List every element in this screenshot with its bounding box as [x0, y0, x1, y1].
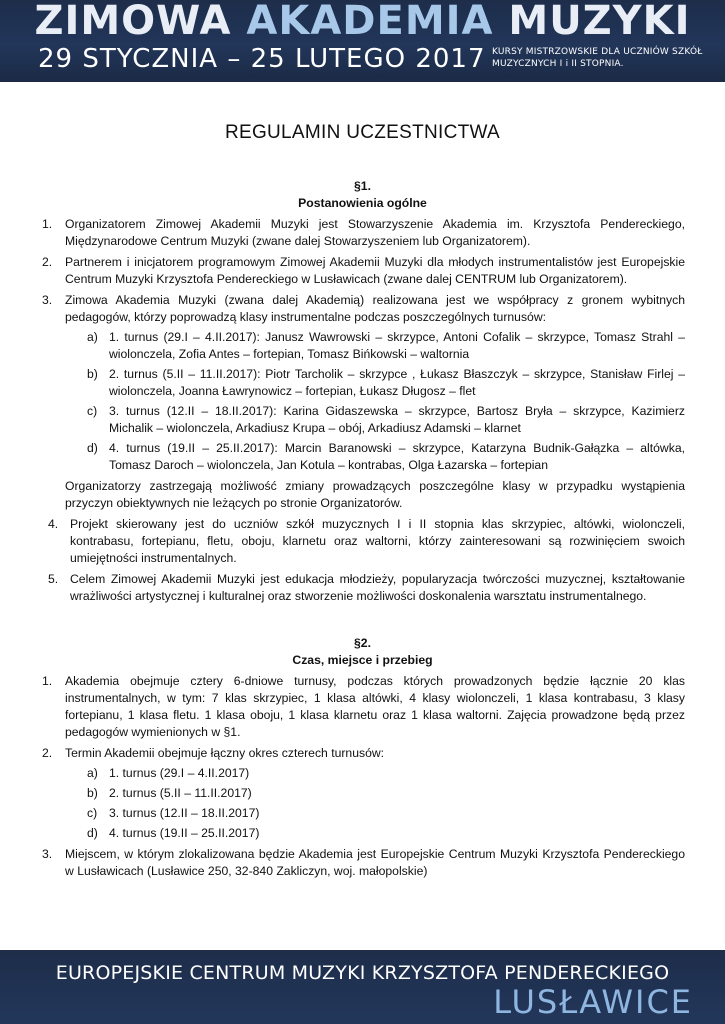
item-text: Termin Akademii obejmuje łączny okres czterech turnusów:: [65, 746, 385, 760]
footer-location: LUSŁAWICE: [493, 983, 693, 1021]
item-text: 3. turnus (12.II – 18.II.2017): Karina Gidaszewska – skrzypce, Bartosz Bryła – skrzypce, Kazimierz Michalik – wiolonczela, Arkadiusz Krupa – obój, Arkadiusz Adamski – klarnet: [109, 404, 685, 435]
sub-list-item: [65, 765, 685, 782]
item-text: 1. turnus (29.I – 4.II.2017): Janusz Wawrowski – skrzypce, Antoni Cofalik – skrzypce, Tomasz Strahl – wiolonczela, Zofia Antes – fortepian, Tomasz Bińkowski – waltornia: [109, 330, 685, 361]
item-letter: d): [87, 441, 98, 455]
section-title: Czas, miejsce i przebieg: [292, 653, 433, 667]
item-number: 2.: [42, 255, 53, 269]
item-number: 4.: [48, 517, 59, 531]
turnus-list: [65, 329, 685, 474]
sub-list-item: [65, 785, 685, 802]
item-letter: d): [87, 826, 98, 840]
list-item: [40, 745, 685, 842]
item-text: Akademia obejmuje cztery 6-dniowe turnusy, podczas których prowadzonych będzie łącznie 20 klas instrumentalnych, w tym: 7 klas skrzypiec, 1 klasa altówki, 4 klasy wiolonczeli, 1 klasa kontrabasu, 3 klasy fortepianu, 1 klasa fletu. 1 klasa oboju, 1 klasa klarnetu oraz 1 klasa waltorni. Zajęcia prowadzone będą przez pedagogów wymienionych w §1.: [65, 674, 685, 739]
term-list: [65, 765, 685, 842]
item-number: 1.: [42, 217, 53, 231]
section-title: Postanowienia ogólne: [298, 196, 427, 210]
list-item: [40, 292, 685, 474]
item-text: 1. turnus (29.I – 4.II.2017): [109, 766, 250, 780]
sub-list-item: [65, 805, 685, 822]
list-item: [40, 254, 685, 288]
document-title: REGULAMIN UCZESTNICTWA: [224, 122, 501, 143]
item-text: 4. turnus (19.II – 25.II.2017): Marcin Baranowski – skrzypce, Katarzyna Budnik-Gałązka – altówka, Tomasz Daroch – wiolonczela, Jan Kotula – kontrabas, Olga Łazarska – fortepian: [109, 441, 685, 472]
item-text: 4. turnus (19.II – 25.II.2017): [109, 826, 260, 840]
header-title-part1: ZIMOWA: [34, 0, 247, 44]
item-letter: c): [87, 806, 98, 820]
item-number: 5.: [48, 572, 59, 586]
item-letter: b): [87, 786, 98, 800]
organizer-note: Organizatorzy zastrzegają możliwość zmiany prowadzących poszczególne klasy w przypadku wystąpienia przyczyn obiektywnych nie leżących po stronie Organizatorów.: [65, 479, 685, 510]
list-item: [40, 673, 685, 741]
item-number: 1.: [42, 674, 53, 688]
item-letter: b): [87, 367, 98, 381]
item-text: Projekt skierowany jest do uczniów szkół muzycznych I i II stopnia klas skrzypiec, altówki, wiolonczeli, kontrabasu, fortepianu, fletu, oboju, klarnetu oraz waltorni, którzy zainteresowani są rozwinięciem swoich umiejętności instrumentalnych.: [70, 517, 685, 565]
item-number: 3.: [42, 847, 53, 861]
sub-list-item: [65, 403, 685, 437]
item-text: Organizatorem Zimowej Akademii Muzyki jest Stowarzyszenie Akademia im. Krzysztofa Pendereckiego, Międzynarodowe Centrum Muzyki (zwane dalej Stowarzyszeniem lub Organizatorem).: [65, 217, 685, 248]
sub-list-item: [65, 825, 685, 842]
item-letter: a): [87, 330, 98, 344]
item-text: 3. turnus (12.II – 18.II.2017): [109, 806, 260, 820]
section-2: [40, 635, 685, 880]
header-title-part2: AKADEMIA: [246, 0, 494, 44]
item-number: 2.: [42, 746, 53, 760]
item-letter: c): [87, 404, 98, 418]
list-item: [40, 516, 685, 567]
section-2-list: [40, 673, 685, 880]
item-text: Celem Zimowej Akademii Muzyki jest edukacja młodzieży, popularyzacja twórczości muzycznej, kształtowanie wrażliwości artystycznej i kulturalnej oraz stworzenie możliwości doskonalenia warsztatu instrumentalnego.: [70, 572, 685, 603]
section-1-list-cont: [40, 516, 685, 605]
section-1-list: [40, 216, 685, 474]
item-text: 2. turnus (5.II – 11.II.2017): Piotr Tarcholik – skrzypce , Łukasz Błaszczyk – skrzypce, Stanisław Firlej – wiolonczela, Joanna Ławrynowicz – fortepian, Łukasz Długosz – flet: [109, 367, 685, 398]
item-number: 3.: [42, 293, 53, 307]
item-text: Miejscem, w którym zlokalizowana będzie Akademia jest Europejskie Centrum Muzyki Krzysztofa Pendereckiego w Lusławicach (Lusławice 250, 32-840 Zakliczyn, woj. małopolskie): [65, 847, 685, 878]
sub-list-item: [65, 329, 685, 363]
header-title: [0, 0, 725, 42]
item-text: 2. turnus (5.II – 11.II.2017): [109, 786, 252, 800]
sub-list-item: [65, 366, 685, 400]
footer-institution: EUROPEJSKIE CENTRUM MUZYKI KRZYSZTOFA PENDERECKIEGO: [55, 962, 670, 984]
section-number: §2.: [354, 636, 371, 650]
item-text: Partnerem i inicjatorem programowym Zimowej Akademii Muzyki dla młodych instrumentalistów jest Europejskie Centrum Muzyki Krzysztofa Pendereckiego w Lusławicach (zwane dalej CENTRUM lub Organizatorem).: [65, 255, 685, 286]
list-item: [40, 216, 685, 250]
header-subtitle: KURSY MISTRZOWSKIE DLA UCZNIÓW SZKÓŁ MUZYCZNYCH I i II STOPNIA.: [492, 47, 703, 69]
sub-list-item: [65, 440, 685, 474]
list-item: [40, 571, 685, 605]
header-dates: 29 STYCZNIA – 25 LUTEGO 2017: [38, 44, 486, 74]
header-banner: [0, 0, 725, 82]
list-item: [40, 846, 685, 880]
footer-banner: [0, 950, 725, 1024]
document-body: [40, 100, 685, 884]
item-text: Zimowa Akademia Muzyki (zwana dalej Akademią) realizowana jest we współpracy z gronem wybitnych pedagogów, którzy poprowadzą klasy instrumentalne podczas poszczególnych turnusów:: [65, 293, 685, 324]
section-1: [40, 178, 685, 605]
section-number: §1.: [354, 179, 371, 193]
header-title-part3: MUZYKI: [493, 0, 691, 44]
item-letter: a): [87, 766, 98, 780]
